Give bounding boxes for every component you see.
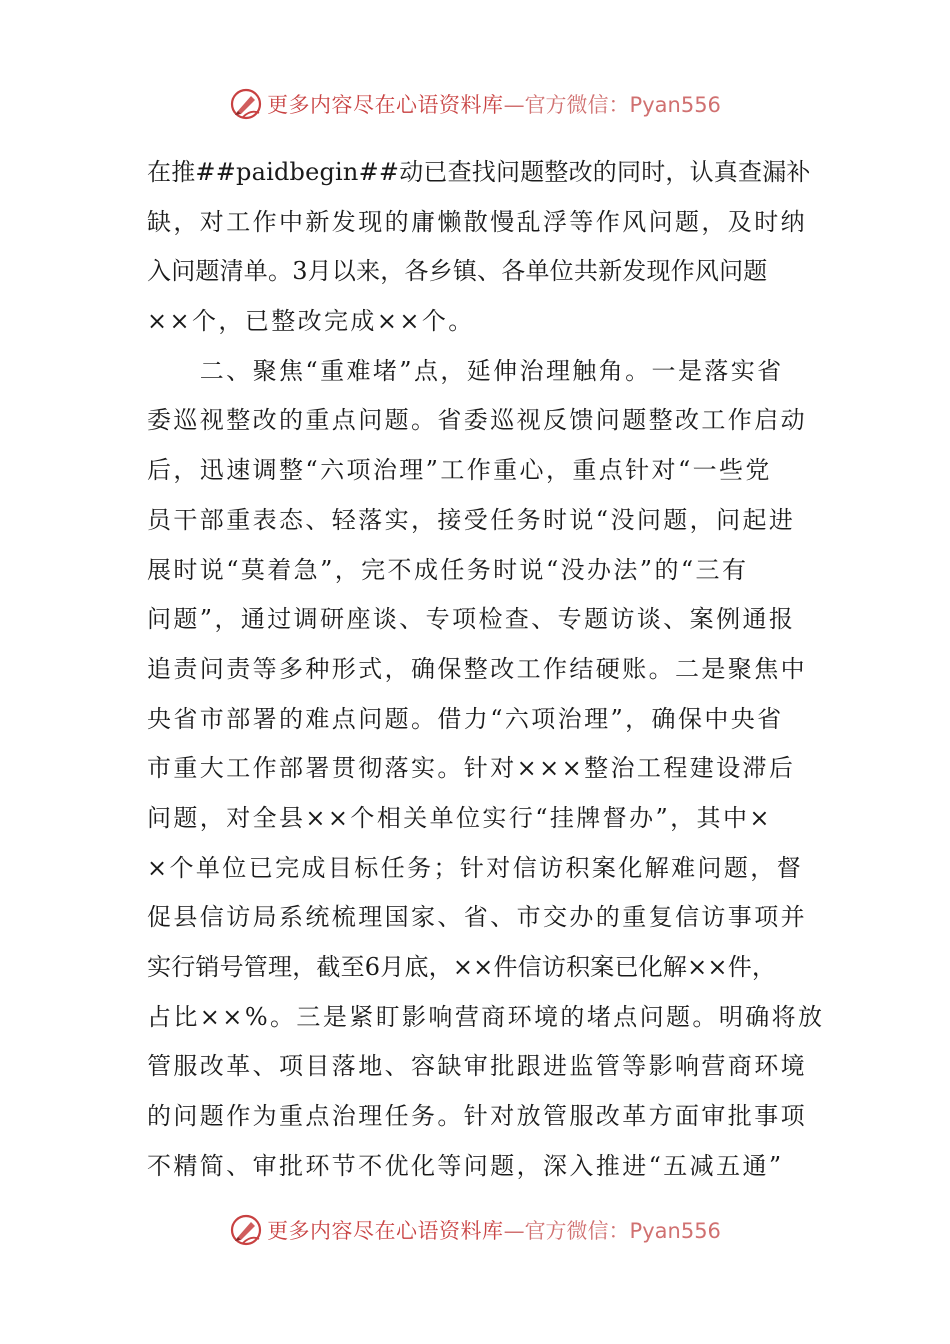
header-contact: —官方微信：Pyan556 [503,93,721,117]
pen-nib-logo-icon [229,1213,263,1247]
text-line: 占比××%。三是紧盯影响营商环境的堵点问题。明确将放 [147,1002,825,1031]
text-line: 展时说“莫着急”，完不成任务时说“没办法”的“三有 [147,555,749,584]
footer-tagline: 更多内容尽在心语资料库 [267,1219,504,1243]
text-line: 问题”，通过调研座谈、专项检查、专题访谈、案例通报 [147,605,796,634]
text-line: 不精简、审批环节不优化等问题，深入推进“五减五通” [147,1151,784,1180]
text-line: 入问题清单。3月以来，各乡镇、各单位共新发现作风问题 [147,257,768,286]
text-line: ××个，已整改完成××个。 [147,307,475,336]
text-line: 二、聚焦“重难堵”点，延伸治理触角。一是落实省 [147,356,784,385]
text-line: 在推##paidbegin##动已查找问题整改的同时，认真查漏补 [147,158,811,186]
footer-contact: —官方微信：Pyan556 [503,1219,721,1243]
text-line: 后，迅速调整“六项治理”工作重心，重点针对“一些党 [147,456,772,485]
footer-banner [0,1210,950,1250]
text-line: 缺，对工作中新发现的庸懒散慢乱浮等作风问题，及时纳 [147,207,807,236]
text-line: 促县信访局系统梳理国家、省、市交办的重复信访事项并 [147,903,807,932]
text-line: 央省市部署的难点问题。借力“六项治理”，确保中央省 [147,704,784,733]
header-tagline: 更多内容尽在心语资料库 [267,93,504,117]
text-line: 员干部重表态、轻落实，接受任务时说“没问题，问起进 [147,505,796,534]
header-banner [0,84,950,124]
pen-nib-logo-icon [229,87,263,121]
text-line: ×个单位已完成目标任务；针对信访积案化解难问题，督 [147,853,804,882]
text-line: 委巡视整改的重点问题。省委巡视反馈问题整改工作启动 [147,406,807,435]
text-line: 的问题作为重点治理任务。针对放管服改革方面审批事项 [147,1102,807,1131]
text-line: 实行销号管理，截至6月底，××件信访积案已化解××件， [147,953,777,981]
text-line: 市重大工作部署贯彻落实。针对×××整治工程建设滞后 [147,754,796,783]
text-line: 问题，对全县××个相关单位实行“挂牌督办”，其中× [147,803,772,832]
document-body [147,148,825,1191]
text-line: 管服改革、项目落地、容缺审批跟进监管等影响营商环境 [147,1052,807,1081]
text-line: 追责问责等多种形式，确保整改工作结硬账。二是聚焦中 [147,654,807,683]
